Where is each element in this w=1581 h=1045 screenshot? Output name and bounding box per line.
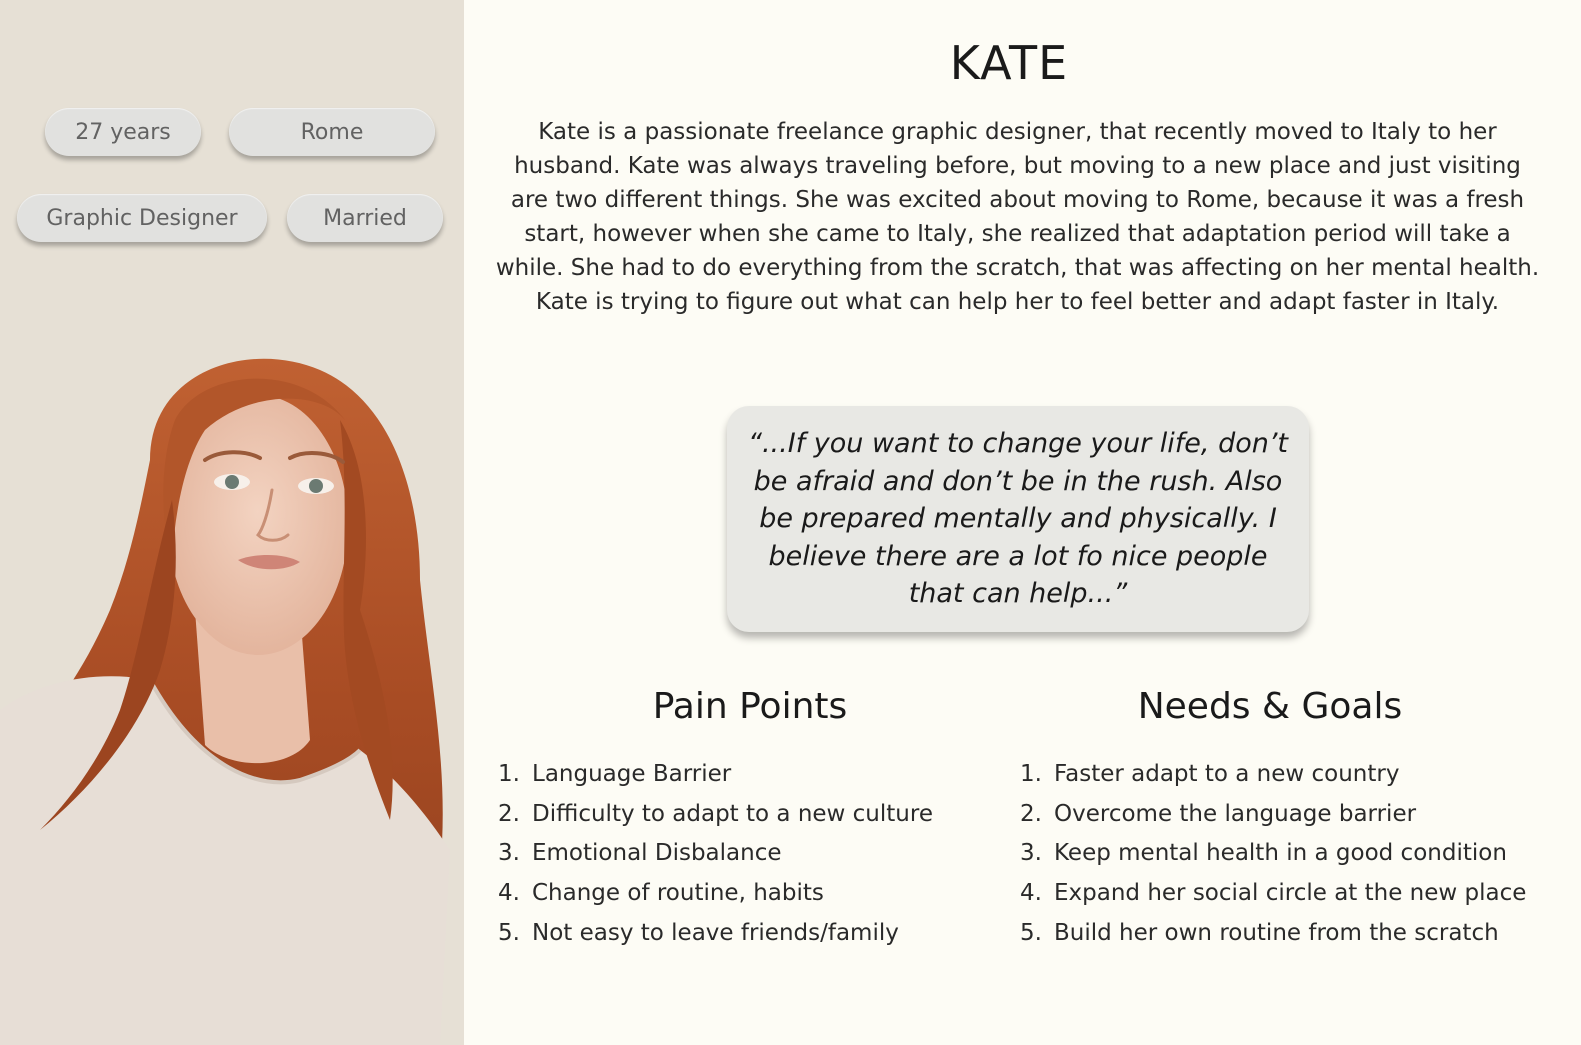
city-tag: Rome [229, 108, 435, 156]
pain-points-list [498, 755, 1008, 954]
list-item: 2. Difficulty to adapt to a new culture [498, 800, 933, 827]
list-item: 5. Build her own routine from the scratch [1020, 919, 1499, 946]
needs-goals-list [1020, 755, 1550, 954]
list-item: 1. Language Barrier [498, 761, 732, 787]
list-item: 4. Change of routine, habits [498, 880, 824, 907]
occupation-tag: Graphic Designer [17, 194, 267, 242]
marital-status-tag: Married [287, 194, 443, 242]
list-item: 3. Emotional Disbalance [498, 840, 782, 867]
persona-name: KATE [949, 36, 1069, 90]
quote-card [727, 406, 1309, 632]
list-item: 3. Keep mental health in a good condition [1020, 840, 1507, 867]
needs-goals-title: Needs & Goals [1137, 686, 1403, 727]
profile-sidebar [0, 0, 464, 1045]
list-item: 5. Not easy to leave friends/family [498, 919, 899, 946]
persona-bio: Kate is a passionate freelance graphic designer, that recently moved to Italy to her husband. Kate was always traveling before, but moving to a new place and just visiting are two different things. She was excited about moving to Rome, because it was a fresh start, however when she came to Italy, she realized that adaptation period will take a while. She had to do everything from the scratch, that was affecting on her mental health. Kate is trying to figure out what can help her to feel better and adapt faster in Italy. [495, 119, 1540, 315]
age-tag: 27 years [45, 108, 201, 156]
persona-portrait [0, 350, 464, 1045]
list-item: 2. Overcome the language barrier [1020, 800, 1417, 827]
list-item: 4. Expand her social circle at the new place [1020, 880, 1527, 907]
list-item: 1. Faster adapt to a new country [1020, 761, 1400, 787]
pain-points-title: Pain Points [652, 686, 848, 727]
persona-quote: “...If you want to change your life, don’t be afraid and don’t be in the rush. Also be prepared mentally and physically. I believe there are a lot fo nice people that can help...” [747, 428, 1289, 610]
